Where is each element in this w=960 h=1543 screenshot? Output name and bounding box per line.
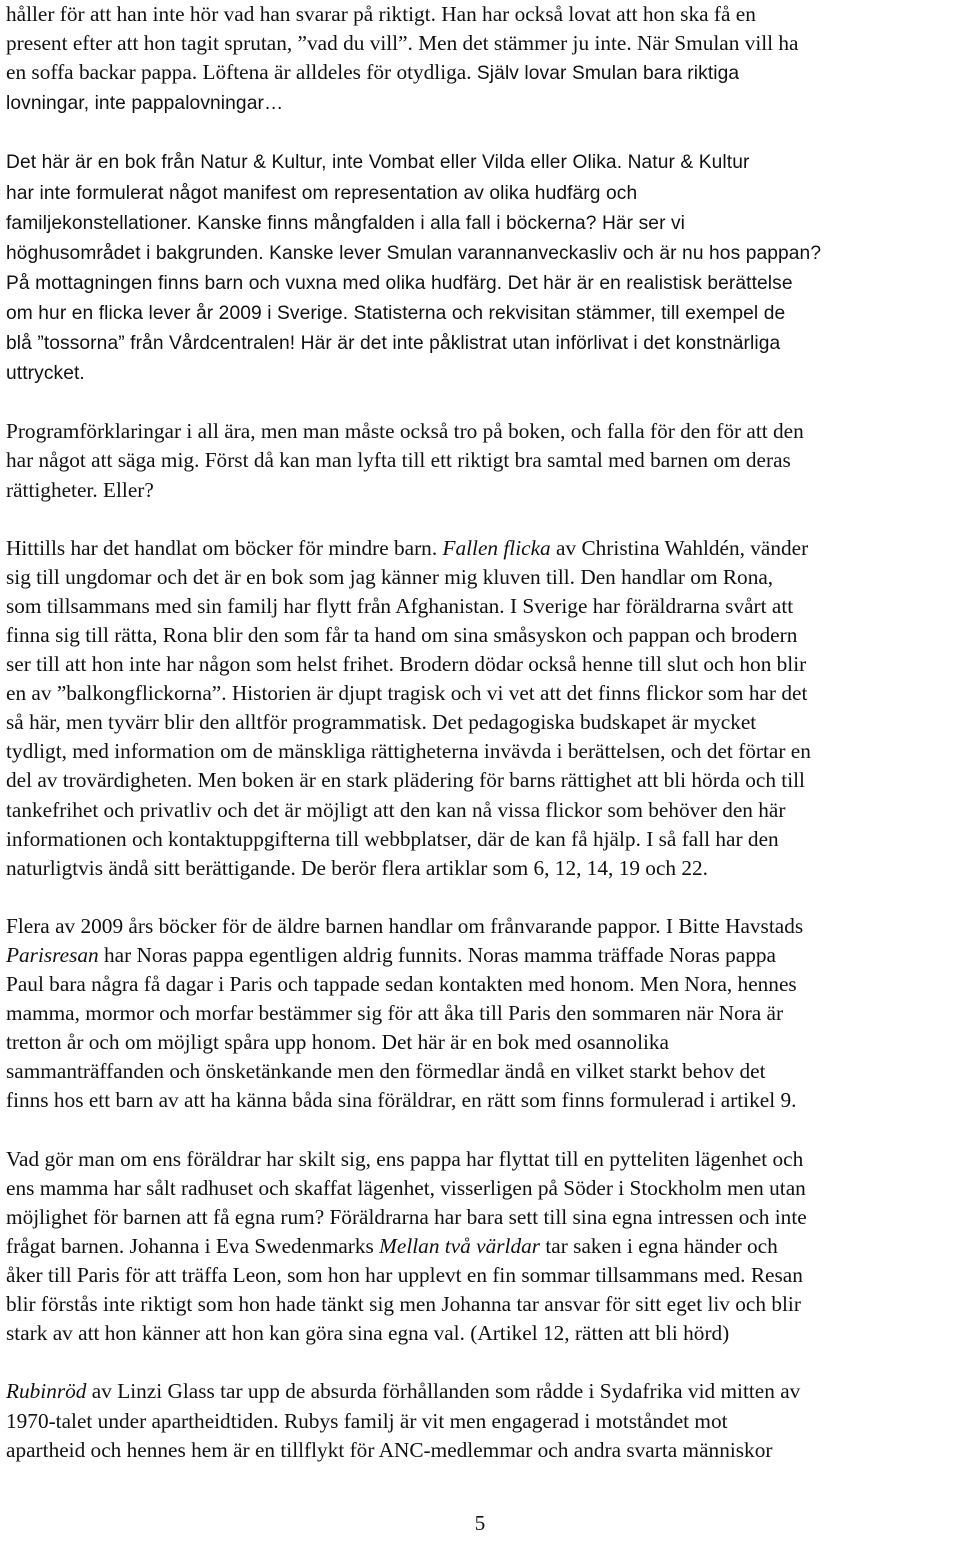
text-line (6, 1086, 958, 1115)
text-segment: Hittills har det handlat om böcker för mindre barn. (6, 535, 443, 560)
text-line (6, 29, 958, 58)
book-title: Parisresan (6, 943, 99, 967)
paragraph-p2 (6, 147, 958, 388)
text-line (6, 147, 958, 177)
text-segment: present efter att hon tagit sprutan, ”vad du vill”. Men det stämmer ju inte. När Smulan vill ha (6, 31, 799, 56)
text-segment: stark av att hon känner att hon kan göra sina egna val. (Artikel 12, rätten att bli hörd) (6, 1321, 730, 1346)
text-segment: åker till Paris för att träffa Leon, som hon har upplevt en fin sommar tillsammans med. Resan (6, 1263, 803, 1288)
text-line (6, 970, 958, 999)
text-segment: möjlighet för barnen att få egna rum? Föräldrarna har bara sett till sina egna intressen och inte (6, 1204, 807, 1229)
text-line (6, 178, 958, 208)
book-title: Mellan två världar (379, 1233, 541, 1258)
text-line (6, 1407, 958, 1436)
text-segment: som tillsammans med sin familj har flytt från Afghanistan. I Sverige har föräldrarna svårt att (6, 593, 794, 618)
text-segment: om hur en flicka lever år 2009 i Sverige. Statisterna och rekvisitan stämmer, till exempel de (6, 302, 786, 324)
text-line (6, 238, 958, 268)
paragraph-gap (6, 1116, 958, 1145)
text-line (6, 328, 958, 358)
text-segment: Det här är en bok från Natur & Kultur, inte Vombat eller Vilda eller Olika. (6, 152, 628, 174)
paragraph-p5 (6, 912, 958, 1116)
text-line (6, 58, 958, 88)
text-segment: finna sig till rätta, Rona blir den som får ta hand om sina småsyskon och pappan och brodern (6, 622, 798, 647)
text-line (6, 534, 958, 563)
text-segment: ens mamma har sålt radhuset och skaffat lägenhet, visserligen på Söder i Stockholm men utan (6, 1175, 806, 1200)
text-line (6, 766, 958, 795)
text-line (6, 358, 958, 388)
text-segment: 1970-talet under apartheidtiden. Rubys familj är vit men engagerad i motståndet mot (6, 1408, 728, 1433)
text-segment: tretton år och om möjligt spåra upp honom. Det här är en bok med osannolika (6, 1030, 670, 1055)
text-segment: apartheid och hennes hem är en tillflykt för ANC-medlemmar och andra svarta människor (6, 1437, 773, 1462)
text-line (6, 208, 958, 238)
text-line (6, 298, 958, 328)
text-line (6, 1436, 958, 1465)
text-segment: ser till att hon inte har någon som helst frihet. Brodern dödar också henne till slut och hon blir (6, 652, 807, 677)
text-line (6, 737, 958, 766)
document-page (6, 0, 958, 1465)
text-segment: rättigheter. Eller? (6, 477, 154, 502)
text-segment: så här, men tyvärr blir den alltför programmatisk. Det pedagogiska budskapet är mycket (6, 710, 757, 735)
text-segment: Natur & Kultur (627, 152, 750, 174)
text-line (6, 1145, 958, 1174)
paragraph-gap (6, 388, 958, 417)
text-segment: naturligtvis ändå sitt berättigande. De berör flera artiklar som 6, 12, 14, 19 och 22. (6, 855, 709, 880)
paragraph-p7 (6, 1377, 958, 1464)
text-line (6, 446, 958, 475)
text-segment: Paul bara några få dagar i Paris och tappade sedan kontakten med honom. Men Nora, hennes (6, 972, 797, 997)
text-line (6, 941, 958, 970)
paragraph-p1 (6, 0, 958, 118)
text-segment: frågat barnen. Johanna i Eva Swedenmarks (6, 1233, 380, 1258)
text-segment: Det här är en realistisk berättelse (507, 272, 793, 294)
text-segment: uttrycket. (6, 363, 85, 385)
text-segment: har inte formulerat något manifest om representation av olika hudfärg och (6, 182, 638, 204)
text-line (6, 1290, 958, 1319)
text-segment: På mottagningen finns barn och vuxna med olika hudfärg. (6, 272, 508, 294)
text-segment: av Christina Wahldén, vänder (550, 535, 809, 560)
text-segment: en soffa backar pappa. Löftena är alldeles för otydliga. (6, 60, 477, 85)
text-line (6, 1057, 958, 1086)
book-title: Fallen flicka (442, 535, 551, 560)
paragraph-p3 (6, 417, 958, 504)
text-line (6, 1203, 958, 1232)
text-line (6, 912, 958, 941)
text-line (6, 1232, 958, 1261)
text-line (6, 563, 958, 592)
text-line (6, 1028, 958, 1057)
text-segment: lovningar, inte pappalovningar… (6, 93, 284, 115)
text-line (6, 825, 958, 854)
paragraph-p4 (6, 534, 958, 883)
text-segment: informationen och kontaktuppgifterna till webbplatser, där de kan få hjälp. I så fall har den (6, 826, 779, 851)
text-segment: tankefrihet och privatliv och det är möjligt att den kan nå vissa flickor som behöver den här (6, 797, 786, 822)
book-title: Rubinröd (6, 1379, 87, 1404)
text-line (6, 708, 958, 737)
text-line (6, 88, 958, 118)
text-segment: sig till ungdomar och det är en bok som jag känner mig kluven till. Den handlar om Rona, (6, 564, 774, 589)
text-segment: blir förstås inte riktigt som hon hade tänkt sig men Johanna tar ansvar för sitt eget liv och blir (6, 1292, 801, 1317)
text-segment: höghusområdet i bakgrunden. Kanske lever Smulan varannanveckasliv och är nu hos pappan? (6, 242, 822, 264)
text-segment: en av ”balkongflickorna”. Historien är djupt tragisk och vi vet att det finns flickor som har det (6, 681, 808, 706)
text-segment: del av trovärdigheten. Men boken är en stark plädering för barns rättighet att bli hörda och till (6, 768, 805, 793)
paragraph-gap (6, 883, 958, 912)
text-line (6, 999, 958, 1028)
paragraph-gap (6, 1348, 958, 1377)
text-segment: håller för att han inte hör vad han svarar på riktigt. Han har också lovat att hon ska få en (6, 2, 756, 26)
text-line (6, 1261, 958, 1290)
text-segment: blå ”tossorna” från Vårdcentralen! Här är det inte påklistrat utan införlivat i det konstnärliga (6, 333, 781, 355)
text-line (6, 854, 958, 883)
page-number: 5 (474, 1511, 486, 1535)
text-line (6, 1377, 958, 1406)
text-segment: Flera av 2009 års böcker för de äldre barnen handlar om frånvarande pappor. I Bitte Havstads (6, 913, 804, 938)
paragraph-gap (6, 505, 958, 534)
text-line (6, 1319, 958, 1348)
text-line (6, 1174, 958, 1203)
paragraph-p6 (6, 1145, 958, 1349)
text-line (6, 650, 958, 679)
text-line (6, 268, 958, 298)
paragraph-gap (6, 118, 958, 147)
text-segment: tar saken i egna händer och (540, 1233, 778, 1258)
text-line (6, 0, 958, 29)
text-segment: sammanträffanden och önsketänkande men den förmedlar ändå en vilket starkt behov det (6, 1059, 766, 1084)
text-line (6, 476, 958, 505)
text-segment: Vad gör man om ens föräldrar har skilt sig, ens pappa har flyttat till en pytteliten lägenhet och (6, 1146, 804, 1171)
text-segment: Programförklaringar i all ära, men man måste också tro på boken, och falla för den för att den (6, 419, 804, 444)
text-segment: har något att säga mig. Först då kan man lyfta till ett riktigt bra samtal med barnen om deras (6, 448, 791, 473)
text-segment: Själv lovar Smulan bara riktiga (476, 63, 740, 85)
text-segment: av Linzi Glass tar upp de absurda förhållanden som rådde i Sydafrika vid mitten av (86, 1379, 801, 1404)
text-segment: har Noras pappa egentligen aldrig funnits. Noras mamma träffade Noras pappa (98, 943, 777, 967)
text-line (6, 679, 958, 708)
text-line (6, 796, 958, 825)
text-segment: mamma, mormor och morfar bestämmer sig för att åka till Paris den sommaren när Nora är (6, 1001, 784, 1026)
text-line (6, 621, 958, 650)
text-segment: finns hos ett barn av att ha känna båda sina föräldrar, en rätt som finns formulerad i artikel 9. (6, 1088, 797, 1113)
body-text (6, 0, 958, 1465)
text-segment: familjekonstellationer. Kanske finns mångfalden i alla fall i böckerna? Här ser vi (6, 212, 686, 234)
text-segment: tydligt, med information om de mänskliga rättigheterna invävda i berättelsen, och det förtar en (6, 739, 811, 764)
text-line (6, 417, 958, 446)
text-line (6, 592, 958, 621)
